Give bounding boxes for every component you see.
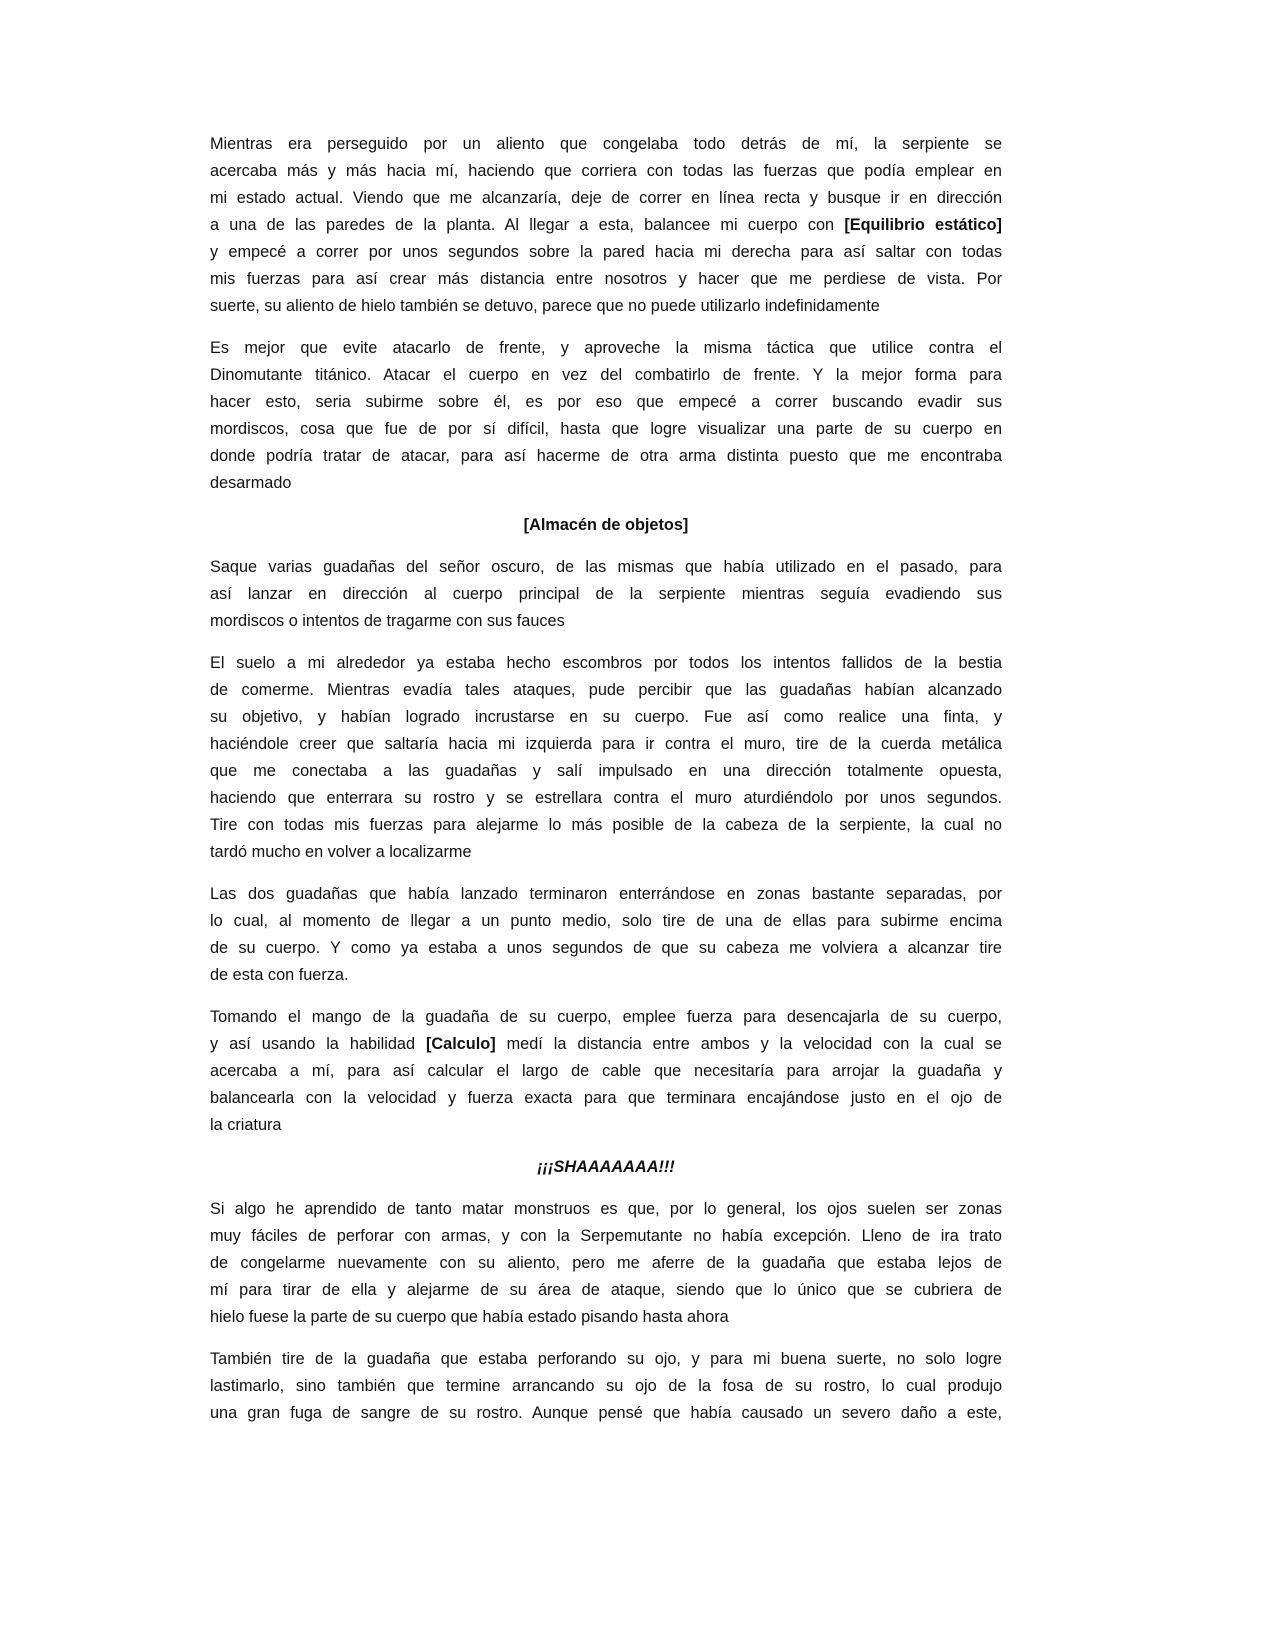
text-line: balancearla con la velocidad y fuerza exacta para que terminara encajándose justo en el ojo de [210, 1089, 1002, 1107]
text-segment: medí la distancia entre ambos y la velocidad con la cual se [495, 1035, 1002, 1053]
text-line: mis fuerzas para así crear más distancia entre nosotros y hacer que me perdiese de vista. Por [210, 270, 1002, 288]
text-line: de congelarme nuevamente con su aliento, pero me aferre de la guadaña que estaba lejos de [210, 1254, 1002, 1272]
text-line: haciéndole creer que saltaría hacia mi izquierda para ir contra el muro, tire de la cuerda metálica [210, 735, 1002, 753]
text-line: de su cuerpo. Y como ya estaba a unos segundos de que su cabeza me volviera a alcanzar tire [210, 939, 1002, 957]
text-line: Tomando el mango de la guadaña de su cuerpo, emplee fuerza para desencajarla de su cuerpo, [210, 1008, 1002, 1026]
paragraph [210, 335, 1002, 497]
paragraph [210, 1196, 1002, 1331]
text-line: Si algo he aprendido de tanto matar monstruos es que, por lo general, los ojos suelen ser zonas [210, 1200, 1002, 1218]
text-segment: a una de las paredes de la planta. Al llegar a esta, balancee mi cuerpo con [210, 216, 845, 234]
paragraph [210, 881, 1002, 989]
text-line: Saque varias guadañas del señor oscuro, de las mismas que había utilizado en el pasado, para [210, 558, 1002, 576]
text-line: acercaba más y más hacia mí, haciendo que corriera con todas las fuerzas que podía emplear en [210, 162, 1002, 180]
paragraph [210, 650, 1002, 866]
text-line [210, 212, 1002, 239]
text-line: Es mejor que evite atacarlo de frente, y aproveche la misma táctica que utilice contra el [210, 339, 1002, 357]
text-line: mi estado actual. Viendo que me alcanzaría, deje de correr en línea recta y busque ir en dirección [210, 189, 1002, 207]
text-line: así lanzar en dirección al cuerpo principal de la serpiente mientras seguía evadiendo sus [210, 585, 1002, 603]
paragraph [210, 1346, 1002, 1427]
text-line: lastimarlo, sino también que termine arrancando su ojo de la fosa de su rostro, lo cual produjo [210, 1377, 1002, 1395]
text-line: donde podría tratar de atacar, para así hacerme de otra arma distinta puesto que me encontraba [210, 447, 1002, 465]
text-line: También tire de la guadaña que estaba perforando su ojo, y para mi buena suerte, no solo logre [210, 1350, 1002, 1368]
section-heading: [Almacén de objetos] [523, 516, 689, 534]
text-line: hacer esto, seria subirme sobre él, es por eso que empecé a correr buscando evadir sus [210, 393, 1002, 411]
text-line: muy fáciles de perforar con armas, y con la Serpemutante no había excepción. Lleno de ira trato [210, 1227, 1002, 1245]
bold-skill-name: [Equilibrio estático] [844, 216, 1002, 234]
text-line: desarmado [210, 474, 292, 492]
text-line: y empecé a correr por unos segundos sobre la pared hacia mi derecha para así saltar con todas [210, 243, 1002, 261]
sound-effect-heading: ¡¡¡SHAAAAAAA!!! [537, 1158, 675, 1176]
paragraph [210, 131, 1002, 320]
text-line: haciendo que enterrara su rostro y se estrellara contra el muro aturdiéndolo por unos segundos. [210, 789, 1002, 807]
text-line: Mientras era perseguido por un aliento que congelaba todo detrás de mí, la serpiente se [210, 135, 1002, 153]
text-line: su objetivo, y habían logrado incrustarse en su cuerpo. Fue así como realice una finta, y [210, 708, 1002, 726]
paragraph [210, 554, 1002, 635]
text-line: mordiscos, cosa que fue de por sí difícil, hasta que logre visualizar una parte de su cuerpo en [210, 420, 1002, 438]
text-line: Las dos guadañas que había lanzado terminaron enterrándose en zonas bastante separadas, por [210, 885, 1002, 903]
text-line: Dinomutante titánico. Atacar el cuerpo en vez del combatirlo de frente. Y la mejor forma para [210, 366, 1002, 384]
paragraph [210, 1004, 1002, 1139]
text-line: lo cual, al momento de llegar a un punto medio, solo tire de una de ellas para subirme encima [210, 912, 1002, 930]
text-segment: y así usando la habilidad [210, 1035, 426, 1053]
text-line: la criatura [210, 1116, 282, 1134]
text-line: suerte, su aliento de hielo también se detuvo, parece que no puede utilizarlo indefinidamente [210, 297, 880, 315]
bold-skill-name: [Calculo] [425, 1035, 496, 1053]
text-line [210, 1031, 1002, 1058]
text-line: El suelo a mi alrededor ya estaba hecho escombros por todos los intentos fallidos de la bestia [210, 654, 1002, 672]
text-line: que me conectaba a las guadañas y salí impulsado en una dirección totalmente opuesta, [210, 762, 1002, 780]
text-line: de comerme. Mientras evadía tales ataques, pude percibir que las guadañas habían alcanzado [210, 681, 1002, 699]
text-line: mordiscos o intentos de tragarme con sus fauces [210, 612, 565, 630]
text-line: mí para tirar de ella y alejarme de su área de ataque, siendo que lo único que se cubriera de [210, 1281, 1002, 1299]
text-line: acercaba a mí, para así calcular el largo de cable que necesitaría para arrojar la guadaña y [210, 1062, 1002, 1080]
text-line: Tire con todas mis fuerzas para alejarme lo más posible de la cabeza de la serpiente, la cual no [210, 816, 1002, 834]
text-line: de esta con fuerza. [210, 966, 349, 984]
text-line: tardó mucho en volver a localizarme [210, 843, 472, 861]
document-page [210, 131, 1002, 1442]
text-line: hielo fuese la parte de su cuerpo que había estado pisando hasta ahora [210, 1308, 729, 1326]
text-line: una gran fuga de sangre de su rostro. Aunque pensé que había causado un severo daño a este, [210, 1404, 1002, 1422]
